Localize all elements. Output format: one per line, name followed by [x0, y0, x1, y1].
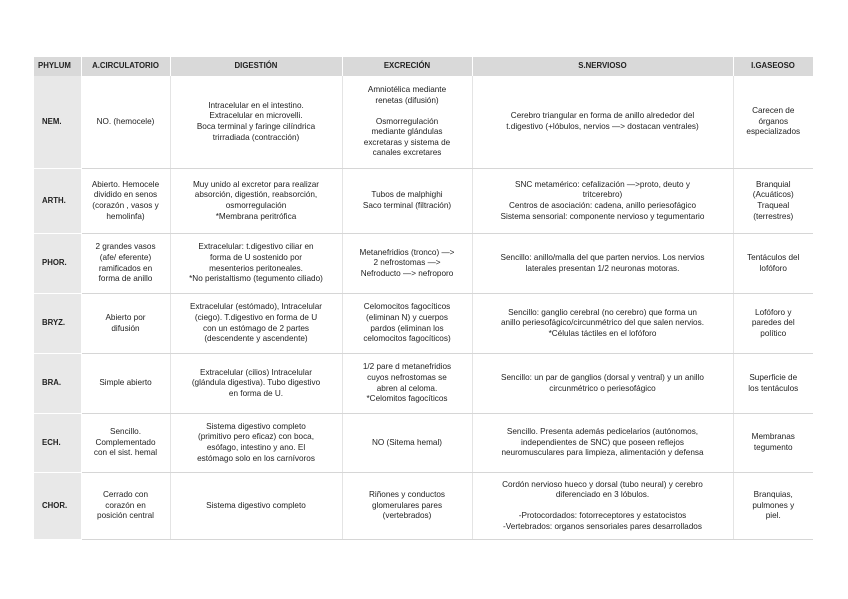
nervioso-cell: Cordón nervioso hueco y dorsal (tubo neural) y cerebro diferenciado en 3 lóbulos. -Protocordados: fotorreceptores y estatocistos -Vertebrados: organos sensoriales pares desarrollados: [472, 473, 733, 540]
header-circulatorio: A.CIRCULATORIO: [81, 57, 170, 76]
phylum-cell: PHOR.: [34, 234, 81, 294]
header-row: [34, 57, 813, 76]
table-row: [34, 234, 813, 294]
phylum-comparison-sheet: [34, 57, 813, 540]
digestion-cell: Sistema digestivo completo (primitivo pero eficaz) con boca, esófago, intestino y ano. El estómago solo en los carnívoros: [170, 414, 342, 473]
table-row: [34, 76, 813, 169]
gaseoso-cell: Tentáculos del lofóforo: [733, 234, 813, 294]
excrecion-cell: Tubos de malphighi Saco terminal (filtración): [342, 169, 472, 234]
circulatorio-cell: Cerrado con corazón en posición central: [81, 473, 170, 540]
digestion-cell: Extracelular (cilios) Intracelular (glándula digestiva). Tubo digestivo en forma de U.: [170, 354, 342, 414]
digestion-cell: Muy unido al excretor para realizar absorción, digestión, reabsorción, osmorregulación *Membrana peritrófica: [170, 169, 342, 234]
header-nervioso: S.NERVIOSO: [472, 57, 733, 76]
circulatorio-cell: Abierto por difusión: [81, 294, 170, 354]
circulatorio-cell: 2 grandes vasos (afe/ eferente) ramificados en forma de anillo: [81, 234, 170, 294]
gaseoso-cell: Branquial (Acuáticos) Traqueal (terrestres): [733, 169, 813, 234]
gaseoso-cell: Membranas tegumento: [733, 414, 813, 473]
circulatorio-cell: Simple abierto: [81, 354, 170, 414]
excrecion-cell: Metanefridios (tronco) —> 2 nefrostomas —> Nefroducto —> nefroporo: [342, 234, 472, 294]
circulatorio-cell: Abierto. Hemocele dividido en senos (corazón , vasos y hemolinfa): [81, 169, 170, 234]
nervioso-cell: Sencillo: ganglio cerebral (no cerebro) que forma un anillo periesofágico/circunmétrico del que salen nervios. *Células táctiles en el lofóforo: [472, 294, 733, 354]
circulatorio-cell: Sencillo. Complementado con el sist. hemal: [81, 414, 170, 473]
digestion-cell: Extracelular (estómado), Intracelular (ciego). T.digestivo en forma de U con un estómago de 2 partes (descendente y ascendente): [170, 294, 342, 354]
excrecion-cell: Amniotélica mediante renetas (difusión) Osmorregulación mediante glándulas excretaras y sistema de canales excretares: [342, 76, 472, 169]
table-row: [34, 473, 813, 540]
table-row: [34, 414, 813, 473]
digestion-cell: Intracelular en el intestino. Extracelular en microvelli. Boca terminal y faringe cilíndrica trirradiada (contracción): [170, 76, 342, 169]
phylum-cell: BRA.: [34, 354, 81, 414]
header-excrecion: EXCRECIÓN: [342, 57, 472, 76]
digestion-cell: Sistema digestivo completo: [170, 473, 342, 540]
header-digestion: DIGESTIÓN: [170, 57, 342, 76]
excrecion-cell: 1/2 pare d metanefridios cuyos nefrostomas se abren al celoma. *Celomitos fagocíticos: [342, 354, 472, 414]
nervioso-cell: Sencillo: anillo/malla del que parten nervios. Los nervios laterales presentan 1/2 neuronas motoras.: [472, 234, 733, 294]
digestion-cell: Extracelular: t.digestivo ciliar en forma de U sostenido por mesenterios peritoneales. *No peristaltismo (tegumento ciliado): [170, 234, 342, 294]
excrecion-cell: Celomocitos fagocíticos (eliminan N) y cuerpos pardos (eliminan los celomocitos fagocíticos): [342, 294, 472, 354]
phylum-cell: NEM.: [34, 76, 81, 169]
phylum-cell: CHOR.: [34, 473, 81, 540]
table-row: [34, 169, 813, 234]
nervioso-cell: SNC metamérico: cefalización —>proto, deuto y tritcerebro) Centros de asociación: cadena, anillo periesofágico Sistema sensorial: componente nervioso y tegumentario: [472, 169, 733, 234]
circulatorio-cell: NO. (hemocele): [81, 76, 170, 169]
phylum-cell: ECH.: [34, 414, 81, 473]
header-phylum: PHYLUM: [34, 57, 81, 76]
phylum-cell: ARTH.: [34, 169, 81, 234]
header-gaseoso: I.GASEOSO: [733, 57, 813, 76]
gaseoso-cell: Superficie de los tentáculos: [733, 354, 813, 414]
table-row: [34, 354, 813, 414]
excrecion-cell: NO (Sitema hemal): [342, 414, 472, 473]
nervioso-cell: Cerebro triangular en forma de anillo alrededor del t.digestivo (+lóbulos, nervios —> dostacan ventrales): [472, 76, 733, 169]
phylum-cell: BRYZ.: [34, 294, 81, 354]
nervioso-cell: Sencillo. Presenta además pedicelarios (autónomos, independientes de SNC) que poseen reflejos neuromusculares para limpieza, alimentación y defensa: [472, 414, 733, 473]
gaseoso-cell: Branquias, pulmones y piel.: [733, 473, 813, 540]
phylum-table: [34, 57, 814, 540]
table-row: [34, 294, 813, 354]
gaseoso-cell: Carecen de órganos especializados: [733, 76, 813, 169]
nervioso-cell: Sencillo: un par de ganglios (dorsal y ventral) y un anillo circunmétrico o periesofágico: [472, 354, 733, 414]
gaseoso-cell: Lofóforo y paredes del político: [733, 294, 813, 354]
excrecion-cell: Riñones y conductos glomerulares pares (vertebrados): [342, 473, 472, 540]
